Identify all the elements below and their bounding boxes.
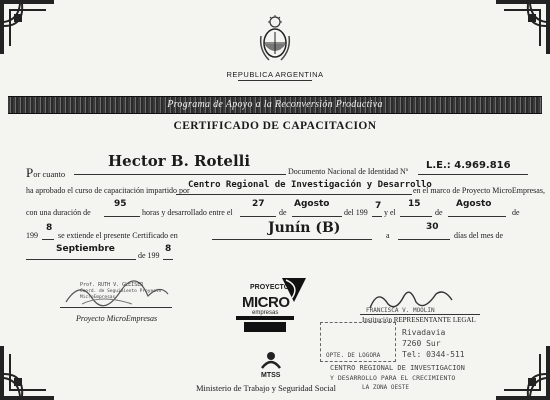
document-value: L.E.: 4.969.816 [426,160,511,171]
program-name: Programa de Apoyo a la Reconversión Productiva [167,99,383,110]
country-name: REPUBLICA ARGENTINA [226,70,324,79]
end-day-line [400,216,432,217]
left-signature-line [60,307,172,308]
certificate-title: CERTIFICADO DE CAPACITACION [173,120,377,132]
stamp-center-name-2: Y DESARROLLO PARA EL CRECIMIENTO [330,374,456,382]
por-cuanto-label: Por cuanto [26,165,66,180]
de-label: de [435,208,443,217]
stamp-center-name: CENTRO REGIONAL DE INVESTIGACION [330,364,465,372]
coat-of-arms-icon [257,14,293,64]
de-label: de [512,208,520,217]
mtss-label: MTSS [261,372,281,379]
issue-day-line [398,239,450,240]
left-signatory-role: Coord. de Seguimiento Proyecto [80,289,162,294]
end-month-line [448,216,506,217]
de-199-label: de 199 [138,251,160,260]
end-year-digit: 8 [46,223,53,233]
stamp-address: Rivadavia [402,328,446,337]
right-signatory-name: FRANCISCA V. MOOLIN [366,307,435,314]
issue-month-line [26,259,136,260]
recipient-name: Hector B. Rotelli [108,152,251,170]
right-signature-line [360,314,480,315]
period-label: horas y desarrollado entre el [142,208,233,217]
start-day-line [240,216,276,217]
start-day: 27 [252,199,265,209]
document-line [418,174,528,175]
hours-line [104,216,140,217]
course-prefix: ha aprobado el curso de capacitación impartido por [26,186,190,195]
city-value: Junín (B) [268,220,341,236]
start-year-line [372,216,382,217]
stamp-phone: Tel: 0344-511 [402,350,465,359]
logo-micro: MICRO [242,294,290,311]
a-label: a [386,231,390,240]
left-signatory-role-2: MicroEmpresas [80,295,116,300]
corner-ornament-bottom-right [494,344,550,400]
city-line [212,239,372,240]
institution-name: Centro Regional de Investigación y Desarrollo [188,180,432,190]
stamp-address-2: 7260 Sur [402,339,441,348]
corner-ornament-top-right [494,0,550,56]
end-year-line [42,239,54,240]
year-prefix: 199 [26,231,38,240]
corner-ornament-top-left [0,0,56,56]
corner-ornament-bottom-left [0,344,56,400]
del-label: del 199 [344,208,368,217]
issue-year-line [163,259,173,260]
left-signature-caption: Proyecto MicroEmpresas [76,314,158,323]
month-label: días del mes de [454,231,504,240]
right-signature-caption: Institución REPRESENTANTE LEGAL [362,316,476,324]
hours-value: 95 [114,199,127,209]
issue-day: 30 [426,222,439,232]
de-label: de [279,208,287,217]
issue-year-digit: 8 [165,244,172,254]
y-el-label: y el [384,208,396,217]
stamp-dept: OPTE. DE LOGORA [326,352,381,359]
logo-empresas: empresas [252,310,279,316]
mtss-logo-icon [260,350,282,370]
document-label: Documento Nacional de Identidad Nº [288,167,409,176]
name-line [74,174,286,175]
start-month-line [292,216,342,217]
issue-label: se extiende el presente Certificado en [58,231,178,240]
start-month: Agosto [294,199,330,209]
course-suffix: en el marco de Proyecto MicroEmpresas, [413,186,545,195]
left-signatory-name: Prof. RUTH V. GLEISER [80,282,144,288]
issue-month: Septiembre [56,244,115,254]
end-day: 15 [408,199,421,209]
stamp-zone: LA ZONA OESTE [362,384,409,391]
duration-label: con una duración de [26,208,91,217]
start-year-digit: 7 [375,201,382,211]
ministry-name: Ministerio de Trabajo y Seguridad Social [196,383,337,393]
logo-proyecto: PROYECTO [250,284,290,291]
divider [238,80,312,81]
program-banner [8,96,542,114]
end-month: Agosto [456,199,492,209]
institution-line [176,194,412,195]
